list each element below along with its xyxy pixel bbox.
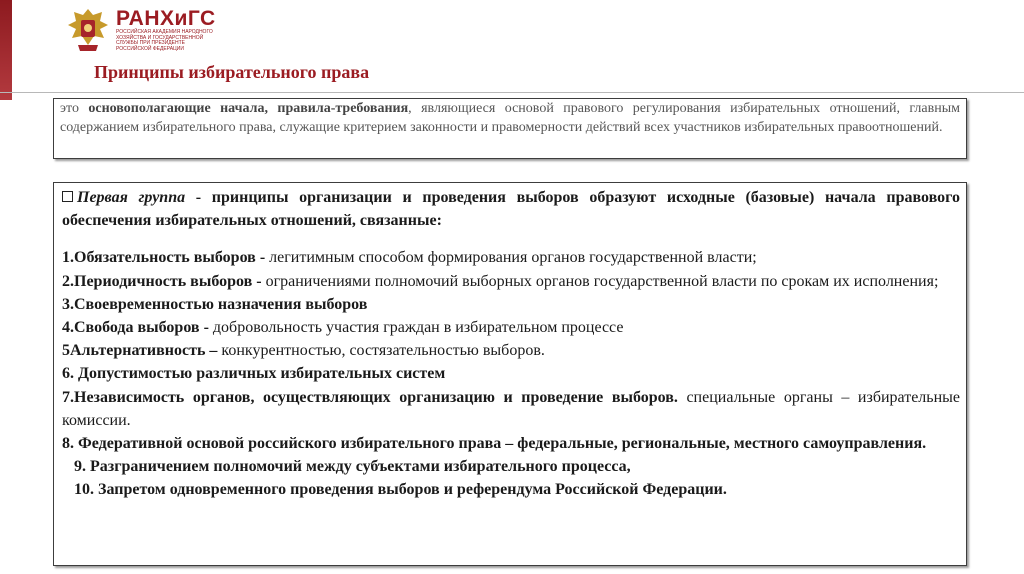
list-item	[62, 386, 960, 432]
definition-rest: , являющиеся основой правового регулирования избирательных отношений, главным содержанием избирательного права, служащие критерием законности и правомерности действий всех участников избирательных правоотношений.	[60, 101, 961, 135]
list-item	[62, 455, 960, 478]
left-accent-bar	[0, 0, 12, 100]
list-item	[62, 362, 960, 385]
item-bold: 7.Независимость органов, осуществляющих организацию и проведение выборов.	[62, 388, 678, 406]
item-bold: 5Альтернативность –	[62, 342, 222, 360]
list-item	[62, 478, 960, 501]
item-bold: 10. Запретом одновременного проведения выборов и референдума Российской Федерации.	[74, 481, 727, 499]
item-text: специальные органы – избирательные комиссии.	[62, 388, 960, 429]
principles-text	[62, 186, 960, 502]
item-text: добровольность участия граждан в избирательном процессе	[212, 319, 624, 337]
emblem-icon	[66, 7, 110, 53]
group-heading	[62, 186, 960, 232]
item-text: конкурентностью, состязательностью выборов.	[221, 342, 545, 360]
item-bold: 9. Разграничением полномочий между субъектами избирательного процесса,	[74, 458, 631, 476]
logo	[66, 6, 218, 54]
slide-title: Принципы избирательного права	[94, 62, 370, 82]
definition-box	[53, 98, 967, 159]
definition-bold: основополагающие начала, правила-требования	[88, 101, 409, 116]
item-bold: 2.Периодичность выборов -	[62, 272, 266, 290]
item-bold: 8. Федеративной основой российского избирательного права – федеральные, региональные, местного самоуправления.	[62, 435, 927, 453]
group-rest: - принципы организации и проведения выборов образуют исходные (базовые) начала правового обеспечения избирательных отношений, связанные:	[62, 189, 961, 230]
title-divider	[0, 92, 1024, 93]
item-text: ограничениями полномочий выборных органов государственной власти по срокам их исполнения;	[265, 272, 939, 290]
spacer	[62, 232, 960, 246]
item-bold: 4.Свобода выборов -	[62, 319, 213, 337]
checkbox-icon	[62, 191, 73, 202]
principles-box	[53, 182, 967, 566]
item-bold: 6. Допустимостью различных избирательных систем	[62, 365, 446, 383]
group-italic: Первая группа	[77, 189, 186, 206]
list-item	[62, 293, 960, 316]
list-item	[62, 246, 960, 269]
item-bold: 3.Своевременностью назначения выборов	[62, 295, 368, 313]
item-text: легитимным способом формирования органов государственной власти;	[269, 249, 757, 267]
logo-title: РАНХиГС	[116, 7, 216, 30]
list-item	[62, 339, 960, 362]
definition-prefix: это	[60, 101, 89, 116]
item-bold: 1.Обязательность выборов -	[62, 249, 270, 267]
list-item	[62, 270, 960, 293]
list-item	[62, 432, 960, 455]
list-item	[62, 316, 960, 339]
logo-subtitle: РОССИЙСКАЯ АКАДЕМИЯ НАРОДНОГО ХОЗЯЙСТВА И ГОСУДАРСТВЕННОЙ СЛУЖБЫ ПРИ ПРЕЗИДЕНТЕ РОССИЙСКОЙ ФЕДЕРАЦИИ	[116, 29, 213, 52]
definition-text	[60, 100, 960, 137]
